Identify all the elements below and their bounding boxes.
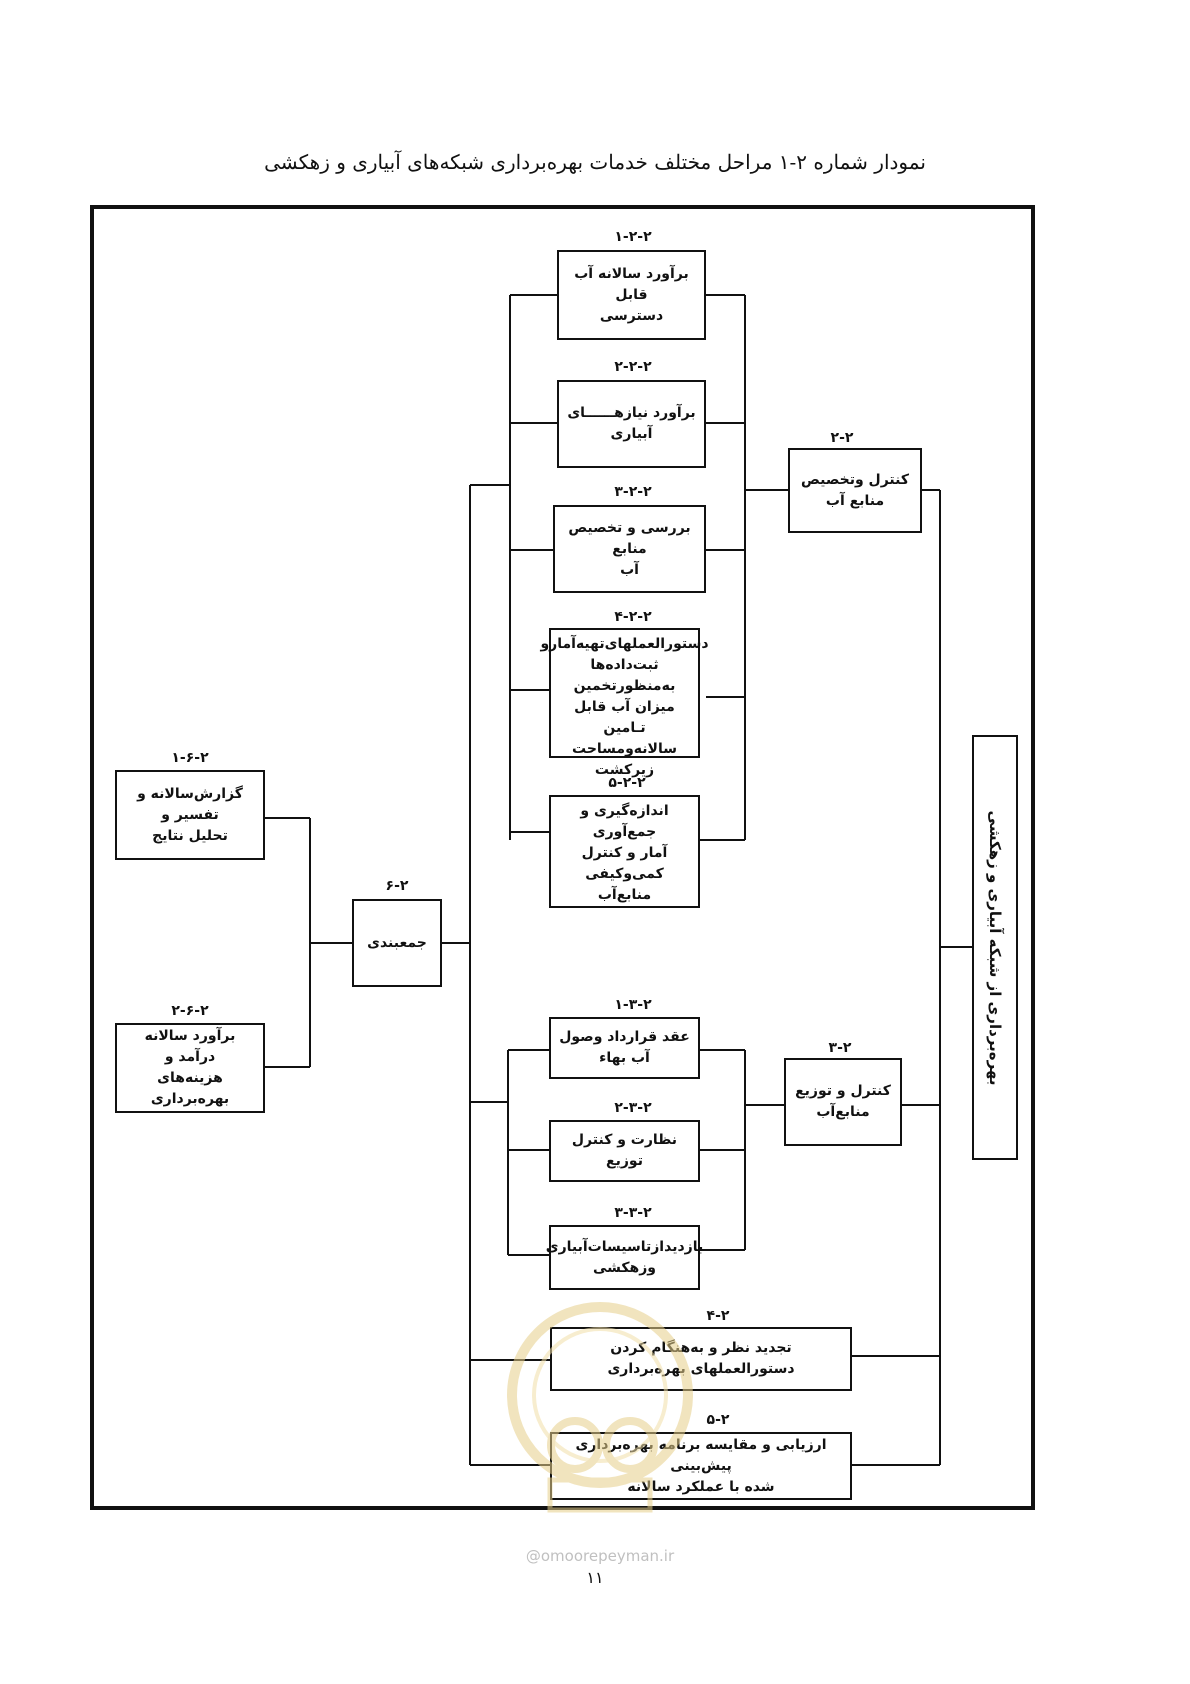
root-label: بهره‌برداری از شبکه آبیاری و زهکشی [986, 810, 1004, 1085]
node-2-2-3-number: ۳-۲-۲ [614, 484, 652, 500]
node-2-2-5-line: منابع‌آب [597, 887, 652, 903]
node-2-3-2-box [549, 1120, 700, 1182]
diagram-caption: نمودار شماره ۲-۱ مراحل مختلف خدمات بهره‌برداری شبکه‌های آبیاری و زهکشی [264, 150, 926, 174]
node-2-2-4-line: میزان آب قابل تـامین [574, 699, 675, 736]
node-2-3-1-line: عقد قرارداد وصول [559, 1029, 690, 1045]
node-2-4-number: ۴-۲ [706, 1308, 730, 1324]
node-2-2-4-number: ۴-۲-۲ [614, 609, 652, 625]
node-2-3-2-line: نظارت و کنترل توزیع [571, 1132, 678, 1169]
node-2-2-2-line: برآورد نیازهــــــای [567, 405, 696, 421]
node-2-3-line: کنترل و توزیع [795, 1083, 891, 1099]
node-2-6-2-line: هزینه‌های بهره‌برداری [150, 1070, 230, 1107]
node-2-3-3-number: ۳-۳-۲ [614, 1205, 652, 1221]
node-2-3-3-line: وزهکشی [592, 1259, 657, 1276]
node-2-5-line: ارزیابی و مقایسه برنامه بهره‌برداری پیش‌بینی [575, 1436, 827, 1474]
node-2-2-4-box [540, 628, 709, 778]
node-2-4-line: تجدید نظر و به‌هنگام کردن [610, 1340, 792, 1356]
node-2-2-4-line: ثبت‌داده‌ها به‌منظورتخمین [573, 657, 676, 694]
node-2-2-2-number: ۲-۲-۲ [614, 359, 652, 375]
watermark-text: @omoorepeyman.ir [525, 1547, 675, 1565]
node-2-2-4-line: دستورالعملهای‌تهیه‌آمارو [540, 636, 709, 652]
node-2-2-3-line: آب [620, 561, 639, 578]
node-2-6-line: جمعبندی [367, 934, 427, 951]
node-2-6-number: ۶-۲ [385, 878, 409, 894]
node-2-3-box [784, 1058, 902, 1146]
node-2-2-4-line: سالانه‌ومساحت زیرکشت [572, 741, 677, 778]
node-2-3-3-line: بازدیدازتاسیسات‌آبیاری [545, 1238, 704, 1255]
node-2-6-1-line: گزارش‌سالانه و تفسیر و [137, 785, 243, 823]
node-2-3-1-box [549, 1017, 700, 1079]
node-2-4-line: دستورالعملهای بهره‌برداری [607, 1361, 795, 1377]
page-number: ۱۱ [586, 1568, 604, 1587]
node-2-2-5-line: آمار و کنترل کمی‌وکیفی [581, 845, 668, 882]
node-2-3-2-number: ۲-۳-۲ [614, 1100, 652, 1116]
node-2-6-2-box [115, 1023, 265, 1113]
node-2-6-box [352, 899, 442, 987]
node-2-6-1-number: ۱-۶-۲ [171, 750, 209, 766]
node-2-6-2-line: برآورد سالانه درآمد و [144, 1028, 236, 1065]
node-2-2-line: کنترل وتخصیص [801, 471, 909, 488]
node-2-2-1-box [557, 250, 706, 340]
node-2-6-1-box [115, 770, 265, 860]
root-box [972, 735, 1018, 1160]
node-2-5-line: شده با عملکرد سالانه [627, 1478, 775, 1495]
node-2-3-number: ۳-۲ [828, 1040, 852, 1056]
node-2-3-3-box [545, 1225, 704, 1290]
node-2-3-1-line: آب بهاء [599, 1050, 650, 1066]
node-2-2-5-line: اندازه‌گیری و جمع‌آوری [580, 803, 669, 840]
node-2-3-1-number: ۱-۳-۲ [614, 997, 652, 1013]
node-2-6-2-number: ۲-۶-۲ [171, 1003, 209, 1019]
node-2-2-5-number: ۵-۲-۲ [608, 775, 646, 791]
node-2-2-number: ۲-۲ [830, 430, 854, 446]
node-2-3-line: منابع‌آب [816, 1104, 870, 1120]
node-2-6-1-line: تحلیل نتایج [152, 827, 228, 844]
node-2-2-5-box [549, 795, 700, 908]
node-2-5-number: ۵-۲ [706, 1412, 730, 1428]
node-2-2-1-number: ۱-۲-۲ [614, 229, 652, 245]
node-2-2-1-line: دسترسی [599, 307, 664, 324]
node-2-2-box [788, 448, 922, 533]
node-2-2-1-line: برآورد سالانه آب قابل [574, 265, 689, 303]
node-2-2-line: منابع آب [825, 492, 885, 509]
node-2-2-2-line: آبیاری [610, 426, 653, 442]
node-2-2-2-box [557, 380, 706, 468]
node-2-2-3-box [553, 505, 706, 593]
node-2-2-3-line: بررسی و تخصیص منابع [568, 519, 691, 557]
watermark-logo-icon [495, 1295, 705, 1525]
